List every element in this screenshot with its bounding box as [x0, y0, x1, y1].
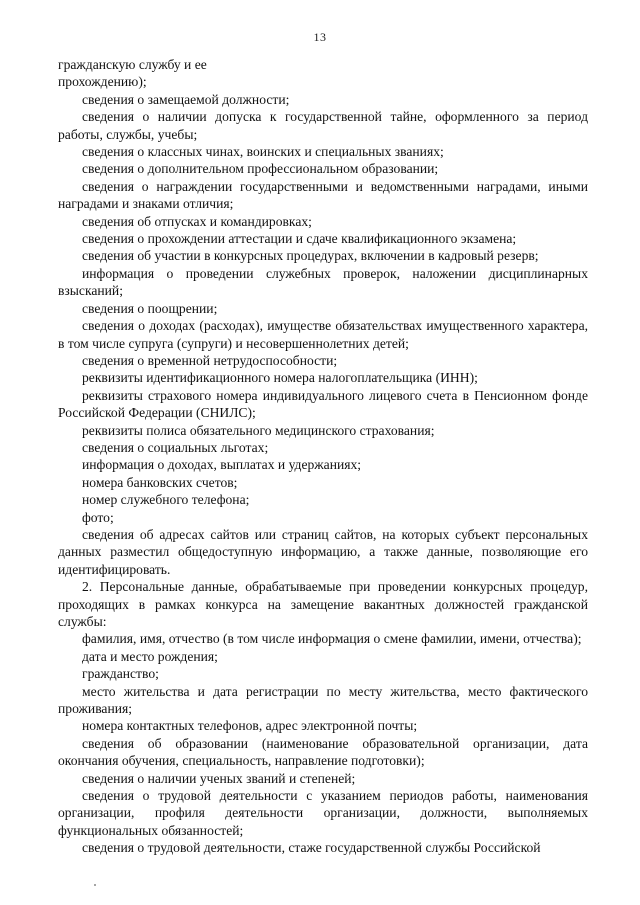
document-body [58, 56, 588, 857]
document-paragraph: фото; [82, 509, 114, 525]
document-paragraph: место жительства и дата регистрации по месту жительства, место фактического проживания; [58, 683, 588, 717]
document-paragraph: реквизиты страхового номера индивидуального лицевого счета в Пенсионном фонде Российской Федерации (СНИЛС); [58, 387, 588, 421]
document-paragraph: дата и место рождения; [82, 648, 218, 664]
document-paragraph: сведения о социальных льготах; [82, 439, 269, 455]
document-paragraph: сведения о прохождении аттестации и сдаче квалификационного экзамена; [82, 231, 517, 247]
document-paragraph: реквизиты идентификационного номера налогоплательщика (ИНН); [82, 370, 478, 386]
document-paragraph: прохождению); [58, 74, 147, 90]
document-paragraph: номер служебного телефона; [82, 492, 250, 508]
document-paragraph: сведения об отпусках и командировках; [82, 213, 312, 229]
document-paragraph: сведения о наличии ученых званий и степеней; [82, 770, 356, 786]
scan-speck [94, 884, 96, 886]
document-paragraph: информация о доходах, выплатах и удержаниях; [82, 457, 362, 473]
document-paragraph: номера контактных телефонов, адрес электронной почты; [82, 718, 418, 734]
document-paragraph: сведения об образовании (наименование образовательной организации, дата окончания обучения, специальность, направление подготовки); [58, 735, 588, 769]
page-number: 13 [313, 30, 327, 44]
document-paragraph: сведения о временной нетрудоспособности; [82, 352, 338, 368]
document-paragraph: номера банковских счетов; [82, 474, 238, 490]
document-paragraph: сведения о классных чинах, воинских и специальных званиях; [82, 144, 444, 160]
document-paragraph: сведения о трудовой деятельности, стаже государственной службы Российской [82, 840, 541, 856]
document-paragraph: сведения о наличии допуска к государственной тайне, оформленного за период работы, службы, учебы; [58, 109, 588, 142]
document-paragraph: сведения о награждении государственными и ведомственными наградами, иными наградами и знаками отличия; [58, 178, 588, 212]
document-paragraph: сведения об адресах сайтов или страниц сайтов, на которых субъект персональных данных разместил общедоступную информацию, а также данные, позволяющие его идентифицировать. [58, 526, 588, 577]
document-paragraph: сведения о трудовой деятельности с указанием периодов работы, наименования организации, профиля деятельности организации, должности, выполняемых функциональных обязанностей; [58, 788, 588, 838]
document-paragraph: сведения о поощрении; [82, 300, 218, 316]
document-paragraph: 2. Персональные данные, обрабатываемые при проведении конкурсных процедур, проходящих в рамках конкурса на замещение вакантных должностей гражданской службы: [58, 579, 588, 629]
document-paragraph: сведения о дополнительном профессиональном образовании; [82, 161, 439, 177]
document-paragraph: сведения о доходах (расходах), имуществе обязательствах имущественного характера, в том числе супруга (супруги) и несовершеннолетних детей; [58, 318, 588, 351]
document-paragraph: информация о проведении служебных проверок, наложении дисциплинарных взысканий; [58, 265, 588, 299]
document-paragraph: сведения об участии в конкурсных процедурах, включении в кадровый резерв; [82, 248, 539, 264]
document-paragraph: реквизиты полиса обязательного медицинского страхования; [82, 422, 435, 438]
document-paragraph: сведения о замещаемой должности; [82, 91, 290, 107]
document-paragraph: фамилия, имя, отчество (в том числе информация о смене фамилии, имени, отчества); [82, 631, 582, 647]
document-paragraph: гражданство; [82, 666, 159, 682]
document-paragraph: гражданскую службу и ее [58, 57, 207, 72]
